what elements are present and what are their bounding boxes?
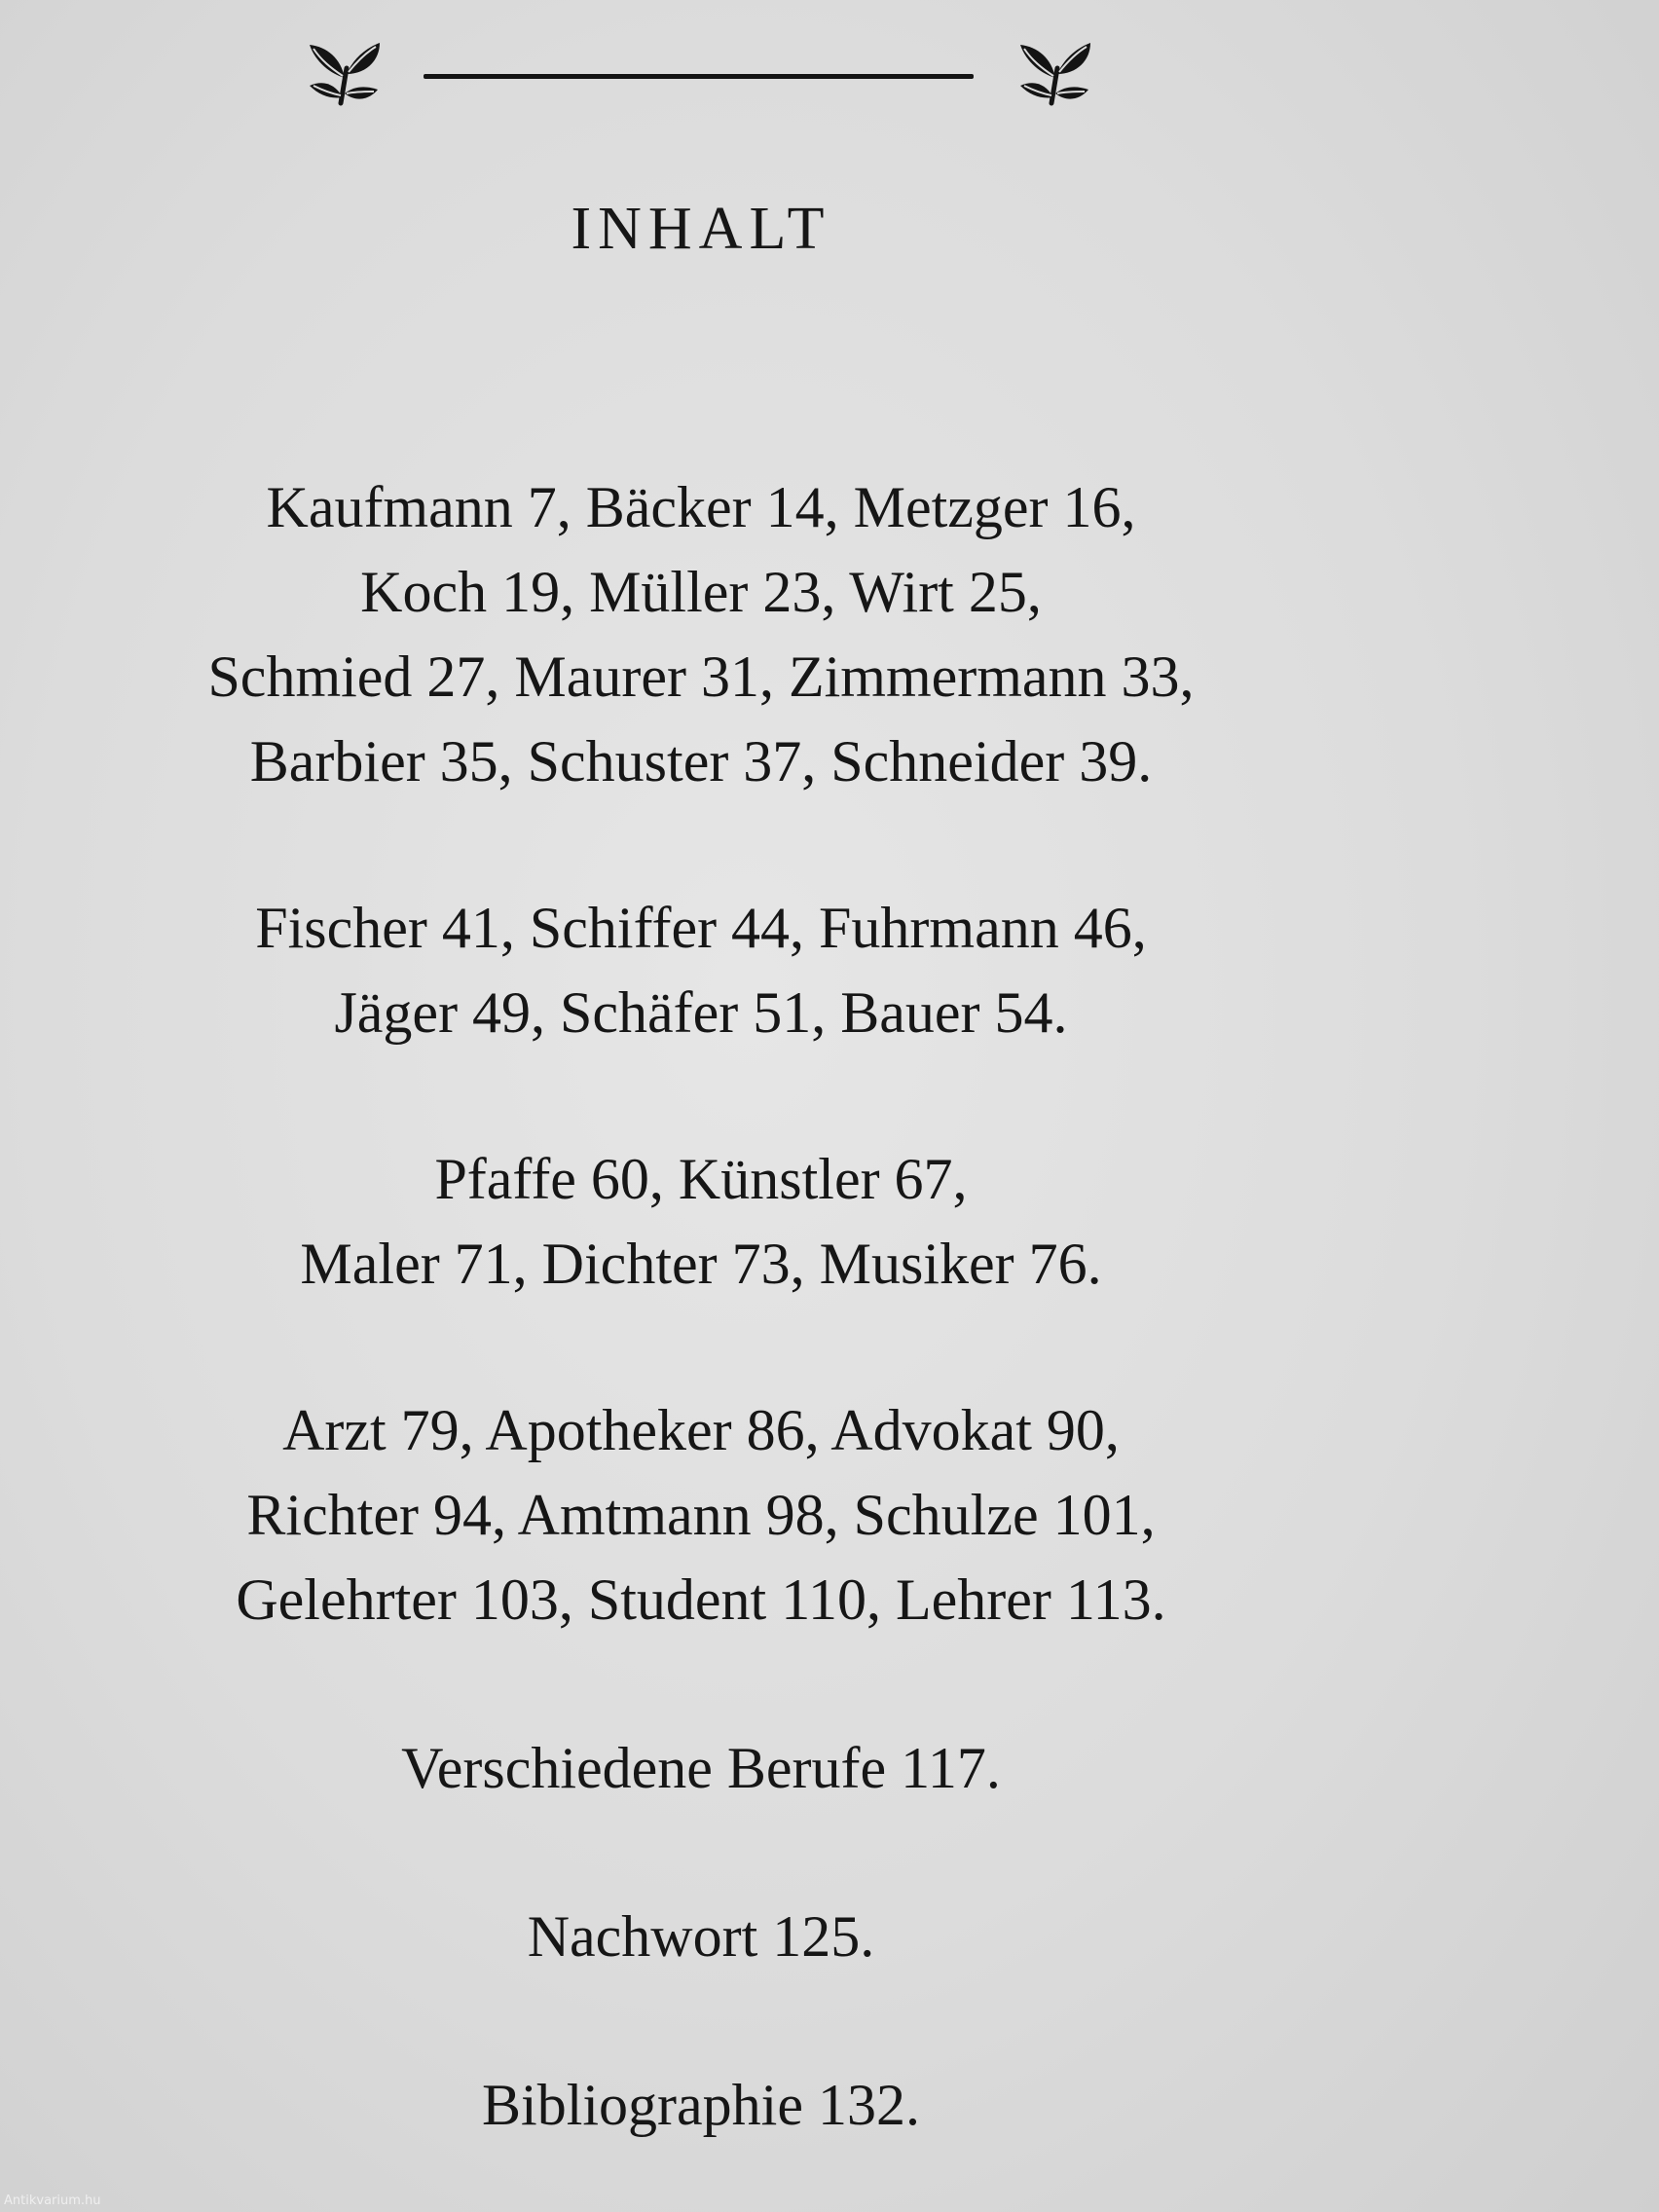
toc-entry-line: Verschiedene Berufe 117. xyxy=(401,1736,1001,1800)
toc-entry-line: Bibliographie 132. xyxy=(482,2073,920,2137)
toc-group-misc xyxy=(0,1726,1402,1811)
table-of-contents xyxy=(0,465,1402,2148)
leaf-sprig-icon xyxy=(1013,35,1094,113)
toc-entry-line: Schmied 27, Maurer 31, Zimmermann 33, xyxy=(207,645,1195,709)
toc-entry-line: Nachwort 125. xyxy=(527,1904,875,1969)
header-ornament xyxy=(302,35,1100,113)
toc-entry-line: Maler 71, Dichter 73, Musiker 76. xyxy=(300,1232,1102,1296)
watermark: Antikvarium.hu xyxy=(4,2194,101,2208)
toc-group-outdoor xyxy=(0,886,1402,1055)
leaf-sprig-icon xyxy=(302,35,384,113)
toc-entry-line: Richter 94, Amtmann 98, Schulze 101, xyxy=(246,1483,1156,1547)
toc-entry-line: Pfaffe 60, Künstler 67, xyxy=(434,1147,968,1211)
toc-entry-line: Barbier 35, Schuster 37, Schneider 39. xyxy=(249,729,1153,793)
toc-group-arts xyxy=(0,1137,1402,1307)
toc-bibliography xyxy=(0,2063,1402,2148)
toc-entry-line: Fischer 41, Schiffer 44, Fuhrmann 46, xyxy=(255,896,1147,960)
toc-afterword xyxy=(0,1895,1402,1979)
toc-entry-line: Gelehrter 103, Student 110, Lehrer 113. xyxy=(236,1567,1166,1632)
toc-entry-line: Koch 19, Müller 23, Wirt 25, xyxy=(360,560,1042,624)
toc-entry-line: Kaufmann 7, Bäcker 14, Metzger 16, xyxy=(266,475,1136,539)
page-title: INHALT xyxy=(571,195,831,262)
toc-group-trades xyxy=(0,465,1402,804)
toc-entry-line: Jäger 49, Schäfer 51, Bauer 54. xyxy=(334,980,1068,1045)
toc-entry-line: Arzt 79, Apotheker 86, Advokat 90, xyxy=(282,1398,1120,1462)
header-rule xyxy=(424,74,974,79)
toc-group-learned xyxy=(0,1388,1402,1642)
